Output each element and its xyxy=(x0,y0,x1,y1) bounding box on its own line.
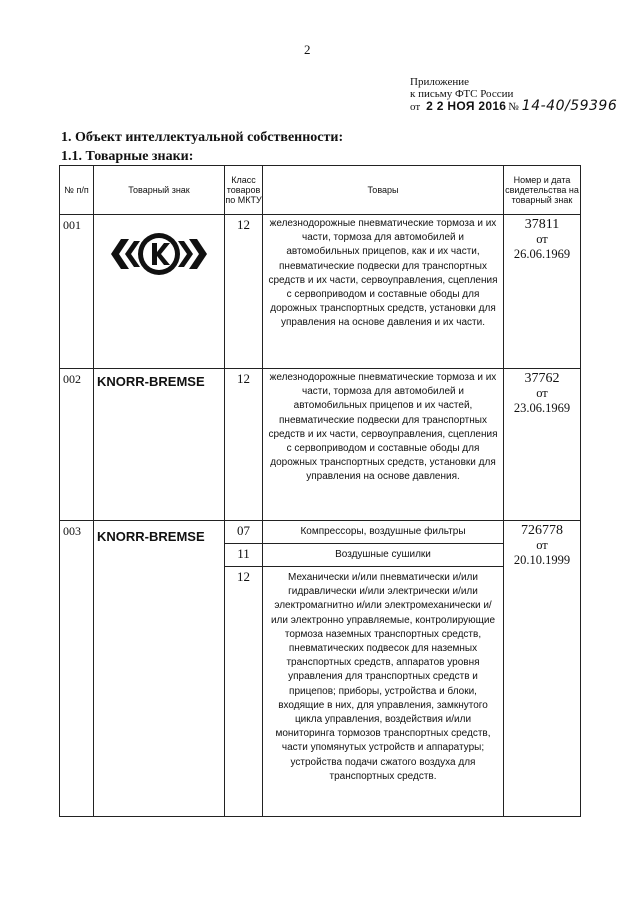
class-cell: 12 xyxy=(225,215,263,369)
certificate-from: от xyxy=(536,386,548,400)
subsection-heading: 1.1. Товарные знаки: xyxy=(61,149,194,164)
trademark-text: KNORR-BREMSE xyxy=(94,521,225,817)
certificate-date: 26.06.1969 xyxy=(513,247,571,261)
header-class: Класс товаров по МКТУ xyxy=(225,166,263,215)
appendix-title: Приложение xyxy=(410,76,470,88)
class-cell: 07 xyxy=(225,521,263,544)
class-cell: 12 xyxy=(225,369,263,521)
appendix-from-label: от xyxy=(410,101,421,113)
class-cell: 11 xyxy=(225,544,263,567)
number-sign: № xyxy=(508,101,519,113)
certificate-number: 726778 xyxy=(521,523,563,538)
page-number: 2 xyxy=(304,42,311,57)
trademark-text: KNORR-BREMSE xyxy=(94,369,225,521)
goods-cell: Механически и/или пневматически и/или гидравлически и/или электрически и/или электромагнитно и/или электромеханически и/или электронно управляемые, контролирующие тормоза наземных транспортных средств, пневматических подвесок для наземных транспортных средств, аппаратов уровня управления для транспортных средств и прицепов; приборы, устройства и блоки, входящие в них, для управления, замкнутого цикла управления, воздействия и/или мониторинга тормозов транспортных средств, части упомянутых устройств и аппаратуры; устройства подачи сжатого воздуха для транспортных средств. xyxy=(263,567,504,817)
appendix-block xyxy=(410,76,617,113)
table-header-row xyxy=(60,166,581,215)
certificate-date: 23.06.1969 xyxy=(513,401,571,415)
certificate-cell xyxy=(504,215,581,369)
certificate-number: 37762 xyxy=(524,371,560,386)
appendix-date-line xyxy=(410,100,617,113)
certificate-number: 37811 xyxy=(524,217,560,232)
knorr-k-logo-icon xyxy=(107,229,211,279)
certificate-from: от xyxy=(536,538,548,552)
date-stamp: 2 2 НОЯ 2016 xyxy=(426,99,507,113)
header-number: № п/п xyxy=(60,166,94,215)
row-number: 001 xyxy=(60,215,94,369)
letter-number: 14-40/59396 xyxy=(521,98,618,114)
header-certificate: Номер и дата свидетельства на товарный знак xyxy=(504,166,581,215)
certificate-date: 20.10.1999 xyxy=(513,553,571,567)
certificate-cell xyxy=(504,369,581,521)
class-cell: 12 xyxy=(225,567,263,817)
row-number: 002 xyxy=(60,369,94,521)
certificate-from: от xyxy=(536,232,548,246)
table-row xyxy=(60,215,581,369)
trademark-cell xyxy=(94,215,225,369)
goods-cell: железнодорожные пневматические тормоза и их части, тормоза для автомобилей и автомобильных прицепов и их частей, пневматические подвески для транспортных средств и их части, сервоуправления, сцепления с сервоприводом и составные ободы для дорожных транспортных средств, установки для управления на основе давления. xyxy=(263,369,504,521)
certificate-cell xyxy=(504,521,581,817)
header-goods: Товары xyxy=(263,166,504,215)
table-row xyxy=(60,521,581,544)
table-row xyxy=(60,369,581,521)
trademarks-table xyxy=(59,165,581,817)
goods-cell: Воздушные сушилки xyxy=(263,544,504,567)
section-heading: 1. Объект интеллектуальной собственности: xyxy=(61,130,344,145)
goods-cell: железнодорожные пневматические тормоза и их части, тормоза для автомобилей и автомобильных прицепов, как и их части, пневматические подвески для транспортных средств и их части, сервоуправления, сцепления с сервоприводом и составные ободы для дорожных транспортных средств, установки для управления на основе давления и их части. xyxy=(263,215,504,369)
header-trademark: Товарный знак xyxy=(94,166,225,215)
appendix-letter-ref: к письму ФТС России xyxy=(410,88,514,100)
goods-cell: Компрессоры, воздушные фильтры xyxy=(263,521,504,544)
row-number: 003 xyxy=(60,521,94,817)
